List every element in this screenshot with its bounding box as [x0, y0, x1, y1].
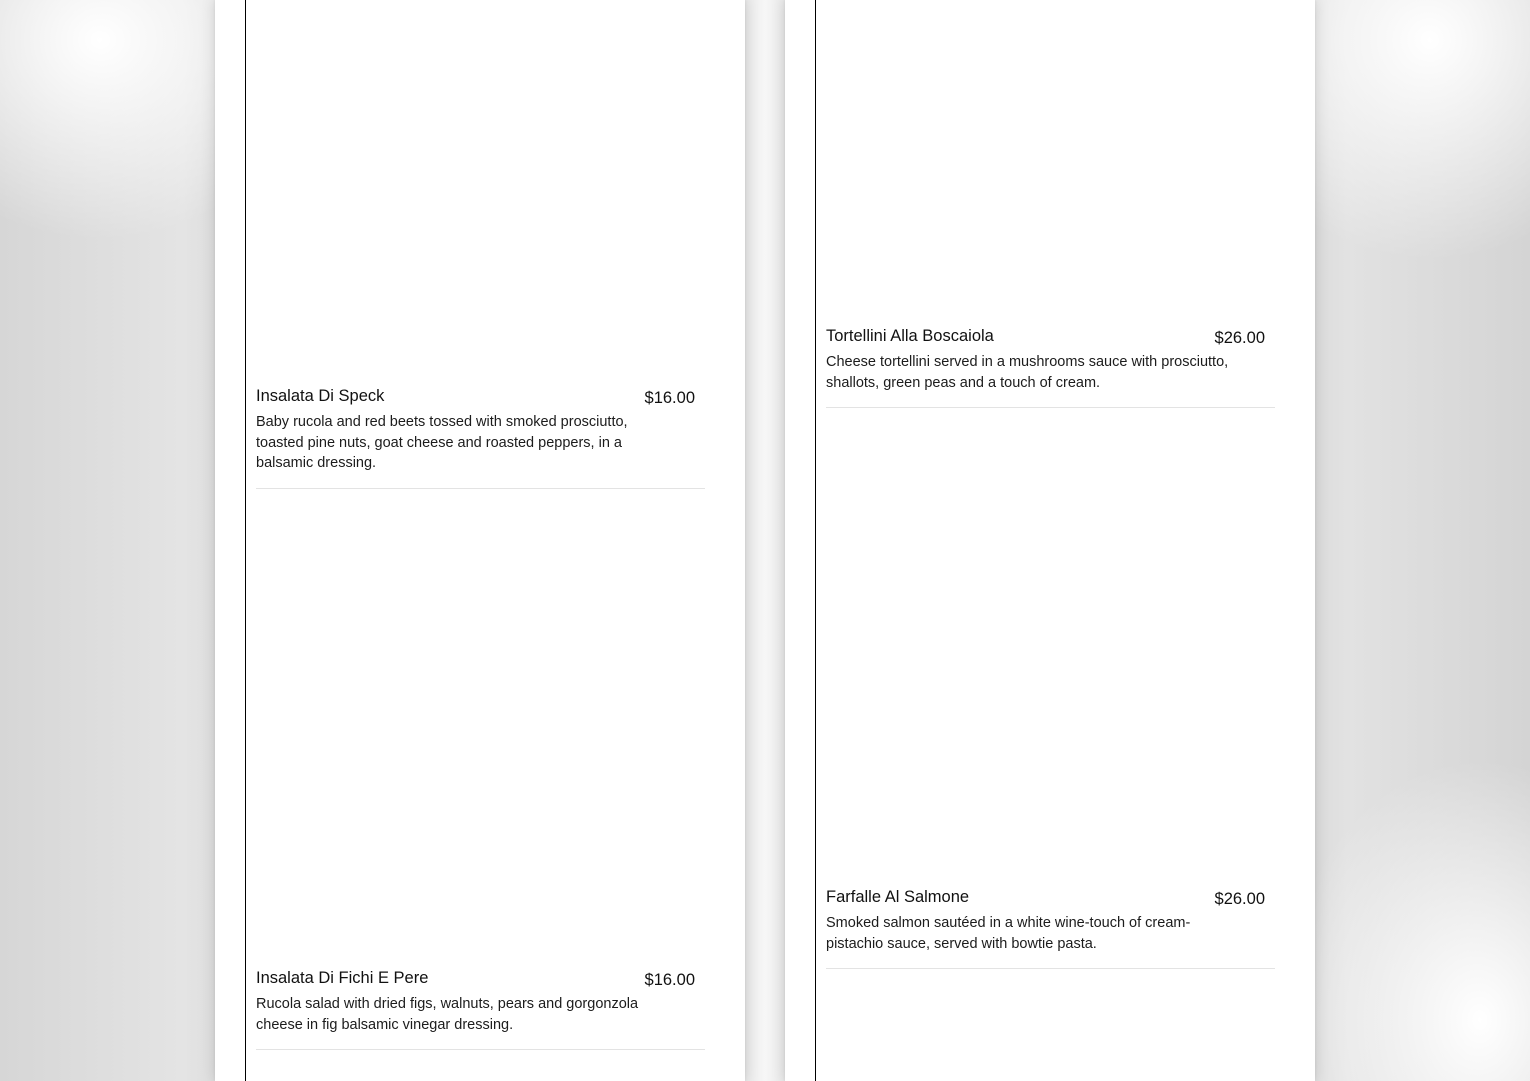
- menu-item: [826, 887, 1275, 969]
- menu-item-name: Farfalle Al Salmone: [826, 888, 970, 906]
- menu-item-price: $26.00: [1214, 329, 1265, 347]
- page-gap: [745, 0, 785, 1081]
- column-divider-left: [245, 0, 246, 1081]
- menu-item-price: $16.00: [644, 971, 695, 989]
- column-divider-right: [815, 0, 816, 1081]
- menu-item-description: Baby rucola and red beets tossed with smoked prosciutto, toasted pine nuts, goat cheese and roasted peppers, in a balsamic dressing.: [256, 414, 628, 471]
- menu-item: [826, 326, 1275, 408]
- menu-item-description: Smoked salmon sautéed in a white wine-touch of cream-pistachio sauce, served with bowtie pasta.: [826, 915, 1191, 952]
- menu-item-name: Insalata Di Speck: [256, 387, 385, 405]
- menu-item-price: $16.00: [644, 389, 695, 407]
- menu-item-price: $26.00: [1214, 890, 1265, 908]
- menu-item-name: Tortellini Alla Boscaiola: [826, 327, 994, 345]
- menu-item-description: Cheese tortellini served in a mushrooms sauce with prosciutto, shallots, green peas and a touch of cream.: [826, 354, 1229, 391]
- menu-item: [256, 968, 705, 1050]
- menu-item-name: Insalata Di Fichi E Pere: [256, 969, 429, 987]
- menu-item: [256, 386, 705, 489]
- menu-page-left: [215, 0, 745, 1081]
- menu-item-description: Rucola salad with dried figs, walnuts, pears and gorgonzola cheese in fig balsamic vinegar dressing.: [256, 996, 639, 1033]
